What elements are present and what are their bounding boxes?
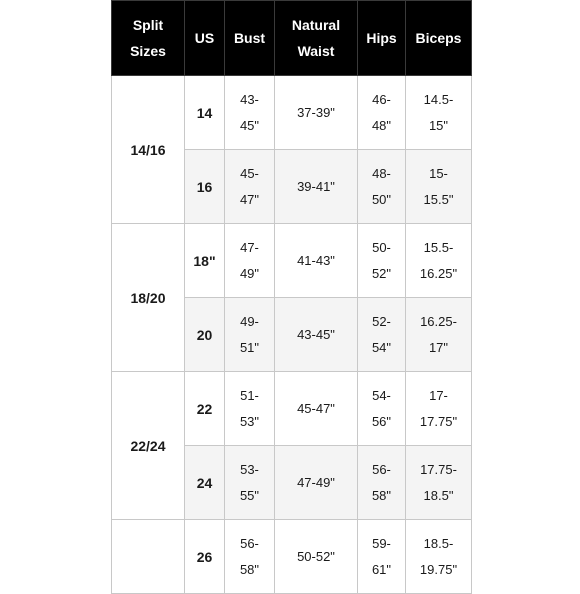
hips-cell [358,224,406,298]
split-size-cell [112,520,185,594]
waist-value: 39-41" [297,178,335,194]
biceps-value: 15- [429,165,448,181]
bust-value: 47" [239,191,260,207]
bust-value: 58" [239,561,260,577]
biceps-value: 15.5" [423,191,454,207]
bust-cell [225,372,275,446]
bust-cell [225,520,275,594]
biceps-value: 17" [428,339,449,355]
waist-value: 45-47" [297,400,335,416]
biceps-cell [406,372,472,446]
split-size-cell: 22/24 [112,372,185,520]
bust-value: 56- [240,535,259,551]
waist-cell [275,520,358,594]
waist-value: 41-43" [297,252,335,268]
biceps-value: 19.75" [419,561,458,577]
table-row [112,520,472,594]
biceps-value: 16.25" [419,265,458,281]
biceps-value: 18.5- [423,535,454,551]
hips-value: 52- [372,313,391,329]
biceps-cell [406,76,472,150]
table-row [112,372,472,446]
biceps-value: 18.5" [423,487,454,503]
column-header-natural-waist [275,1,358,76]
bust-cell [225,150,275,224]
header-row [112,1,472,76]
bust-cell [225,446,275,520]
column-header-label: Hips [366,30,397,46]
bust-value: 51- [240,387,259,403]
hips-cell [358,150,406,224]
bust-value: 47- [240,239,259,255]
table-row [112,224,472,298]
column-header-split-sizes [112,1,185,76]
biceps-value: 15" [428,117,449,133]
bust-value: 55" [239,487,260,503]
column-header-label: Natural [291,17,341,33]
hips-value: 56- [372,461,391,477]
waist-cell [275,76,358,150]
us-size-cell: 14 [185,76,225,150]
biceps-value: 14.5- [423,91,454,107]
column-header-hips [358,1,406,76]
waist-value: 50-52" [297,548,335,564]
column-header-label: Waist [297,43,335,59]
table-body [112,76,472,594]
table-row [112,76,472,150]
hips-cell [358,446,406,520]
hips-value: 54" [371,339,392,355]
hips-value: 54- [372,387,391,403]
us-size-cell: 20 [185,298,225,372]
column-header-label: US [194,30,215,46]
column-header-us [185,1,225,76]
bust-value: 53" [239,413,260,429]
split-size-cell: 18/20 [112,224,185,372]
biceps-cell [406,298,472,372]
biceps-cell [406,150,472,224]
biceps-value: 17- [429,387,448,403]
hips-value: 50- [372,239,391,255]
hips-value: 46- [372,91,391,107]
biceps-value: 15.5- [423,239,454,255]
hips-cell [358,520,406,594]
column-header-label: Bust [233,30,266,46]
bust-cell [225,76,275,150]
hips-cell [358,372,406,446]
hips-cell [358,298,406,372]
hips-value: 58" [371,487,392,503]
waist-cell [275,372,358,446]
column-header-biceps [406,1,472,76]
split-size-cell: 14/16 [112,76,185,224]
hips-value: 56" [371,413,392,429]
bust-value: 45" [239,117,260,133]
bust-value: 49- [240,313,259,329]
hips-value: 61" [371,561,392,577]
us-size-cell: 22 [185,372,225,446]
waist-cell [275,150,358,224]
column-header-label: Biceps [415,30,462,46]
biceps-value: 17.75- [420,461,457,477]
bust-cell [225,298,275,372]
column-header-label: Split [132,17,164,33]
bust-value: 53- [240,461,259,477]
us-size-cell: 24 [185,446,225,520]
bust-value: 43- [240,91,259,107]
column-header-label: Sizes [130,43,166,59]
hips-value: 52" [371,265,392,281]
biceps-cell [406,520,472,594]
biceps-cell [406,446,472,520]
table-header [112,1,472,76]
waist-cell [275,224,358,298]
size-chart-table [111,0,472,594]
bust-value: 51" [239,339,260,355]
hips-value: 48" [371,117,392,133]
waist-value: 43-45" [297,326,335,342]
bust-value: 45- [240,165,259,181]
bust-value: 49" [239,265,260,281]
us-size-cell: 16 [185,150,225,224]
biceps-value: 17.75" [419,413,458,429]
us-size-cell: 18" [185,224,225,298]
waist-value: 47-49" [297,474,335,490]
column-header-bust [225,1,275,76]
biceps-cell [406,224,472,298]
biceps-value: 16.25- [420,313,457,329]
hips-value: 50" [371,191,392,207]
hips-value: 59- [372,535,391,551]
waist-value: 37-39" [297,104,335,120]
us-size-cell: 26 [185,520,225,594]
hips-cell [358,76,406,150]
waist-cell [275,298,358,372]
waist-cell [275,446,358,520]
hips-value: 48- [372,165,391,181]
bust-cell [225,224,275,298]
